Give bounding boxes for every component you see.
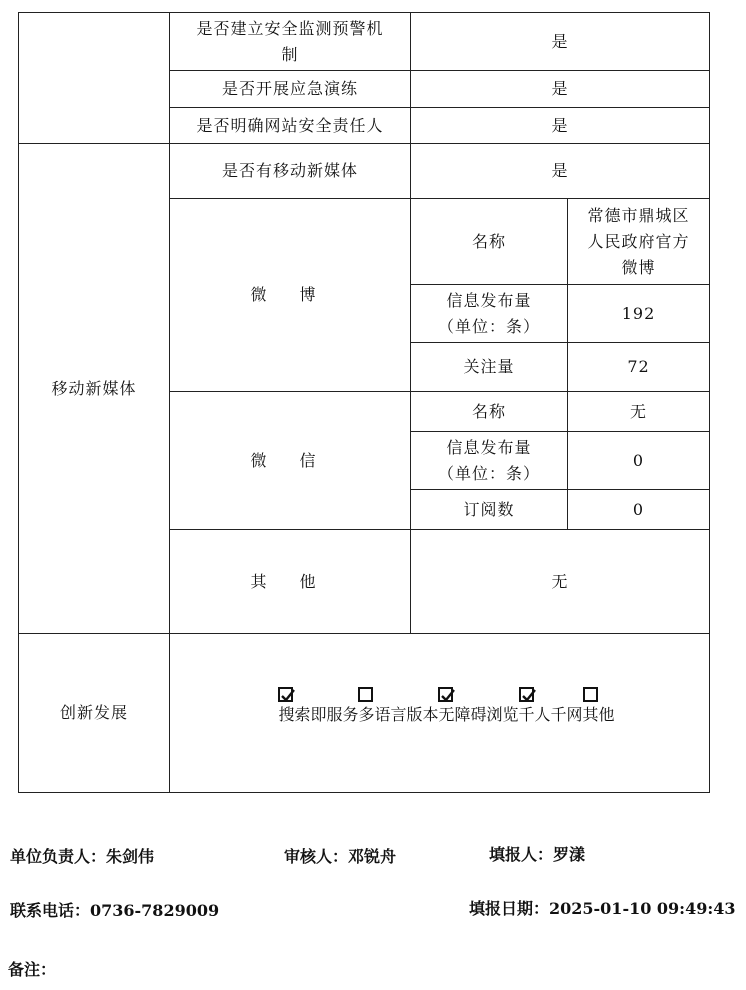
mobile-section-label: 移动新媒体 [51,378,137,398]
weibo-follow-label-cell [410,342,568,392]
responsible-value: 是 [551,115,569,135]
wechat-name-label: 名称 [471,401,506,421]
drill-value-cell [410,70,710,108]
checked-box-icon[interactable] [278,687,293,702]
has-mobile-label-cell [169,143,411,199]
empty-box-icon[interactable] [583,687,598,702]
innovation-option[interactable] [519,687,583,728]
weibo-follow-value: 72 [627,357,650,376]
other-value: 无 [551,571,569,591]
monitor-value: 是 [551,31,569,51]
fill-date: 填报日期：2025-01-10 09:49:43 [469,899,736,918]
drill-value: 是 [551,79,569,98]
wechat-subscribe-value: 0 [632,499,645,519]
note: 备注： [8,960,57,979]
wechat-cell [169,391,411,530]
weibo-name-label: 名称 [471,231,506,251]
innovation-option[interactable] [438,687,518,728]
wechat-publish-value: 0 [632,450,645,470]
monitor-value-cell [410,12,710,71]
checked-box-icon[interactable] [519,687,534,702]
weibo-publish-value-cell [567,284,710,343]
innovation-option[interactable] [278,687,358,728]
weibo-publish-value: 192 [621,303,656,323]
wechat-subscribe-label: 订阅数 [463,499,515,519]
innovation-label: 创新发展 [59,703,128,722]
other-label: 其 他 [250,571,330,591]
weibo-name-value: 常德市鼎城区人民政府官方微博 [587,205,690,277]
drill-label: 是否开展应急演练 [221,79,358,98]
innovation-label-cell [18,633,170,793]
weibo-label: 微 博 [250,285,330,304]
wechat-name-value: 无 [629,401,647,421]
empty-box-icon[interactable] [358,687,373,702]
innovation-option-label: 多语言版本 [358,705,439,724]
weibo-follow-value-cell [567,342,710,392]
unit-head: 单位负责人：朱剑伟 [10,847,155,866]
has-mobile-value-cell [410,143,710,199]
other-value-cell [410,529,710,634]
wechat-publish-label-cell [410,431,568,490]
wechat-name-value-cell [567,391,710,432]
monitor-label-cell [169,12,411,71]
contact-phone: 联系电话：0736-7829009 [10,901,220,920]
wechat-subscribe-label-cell [410,489,568,530]
has-mobile-value: 是 [551,161,569,180]
weibo-cell [169,198,411,392]
has-mobile-label: 是否有移动新媒体 [221,161,358,180]
responsible-value-cell [410,107,710,144]
reviewer: 审核人：邓锐舟 [284,847,397,866]
weibo-name-label-cell [410,198,568,285]
weibo-follow-label: 关注量 [463,357,515,376]
monitor-label: 是否建立安全监测预警机制 [196,18,384,64]
weibo-publish-label: 信息发布量（单位：条） [437,290,540,336]
wechat-label: 微 信 [250,450,330,470]
responsible-label: 是否明确网站安全责任人 [196,115,384,135]
innovation-options [278,687,614,728]
wechat-name-label-cell [410,391,568,432]
innovation-option[interactable] [358,687,438,728]
weibo-name-value-cell [567,198,710,285]
innovation-option-label: 其他 [582,705,615,724]
mobile-section-cell [18,143,170,634]
innovation-option[interactable] [583,687,615,728]
weibo-publish-label-cell [410,284,568,343]
drill-label-cell [169,70,411,108]
innovation-option-label: 无障碍浏览 [438,705,519,724]
blank-category-cell [18,12,170,144]
other-cell [169,529,411,634]
checked-box-icon[interactable] [438,687,453,702]
wechat-publish-label: 信息发布量（单位：条） [437,437,540,483]
wechat-subscribe-value-cell [567,489,710,530]
responsible-label-cell [169,107,411,144]
innovation-options-cell [169,633,710,793]
innovation-option-label: 千人千网 [518,705,583,724]
wechat-publish-value-cell [567,431,710,490]
filler: 填报人：罗漾 [489,845,586,864]
innovation-option-label: 搜索即服务 [278,705,359,724]
